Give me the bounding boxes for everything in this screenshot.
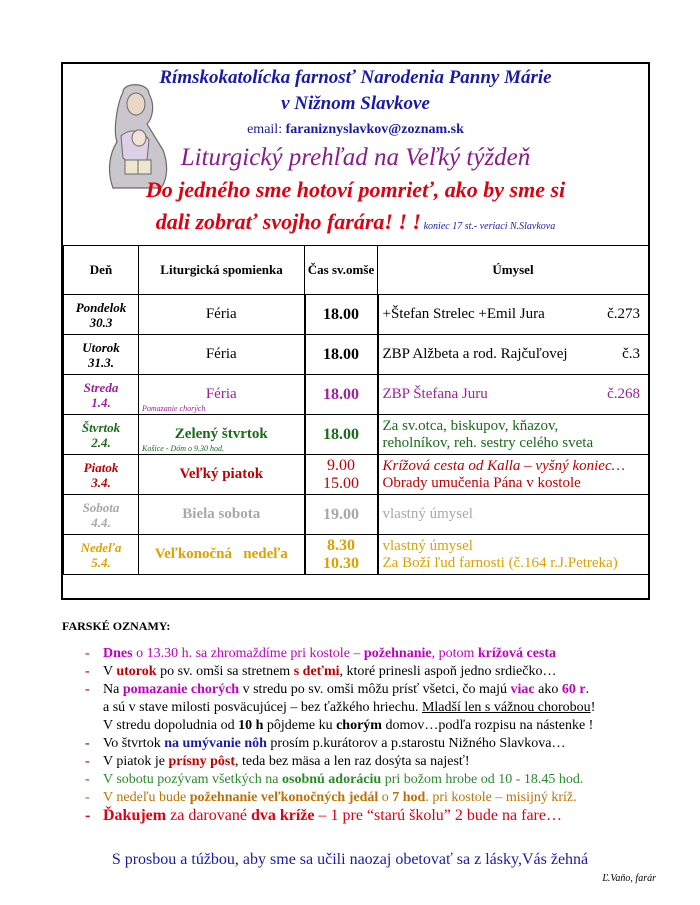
schedule-body — [64, 295, 649, 575]
closing-blessing: S prosbou a túžbou, aby sme sa učili naozaj obetovať sa z lásky,Vás žehná — [111, 851, 589, 868]
header-liturgy: Liturgická spomienka — [139, 246, 305, 295]
bullet-dash-icon: - — [85, 754, 90, 769]
announcement-text: požehnanie — [363, 646, 432, 661]
announcement-text: domov…podľa rozpisu na nástenke ! — [381, 718, 594, 733]
announcement-item — [85, 681, 655, 699]
liturgy-name: Veľký piatok — [179, 466, 264, 482]
intention-text-2: reholníkov, reh. sestry celého sveta — [382, 434, 594, 451]
intention-text: Za sv.otca, biskupov, kňazov, — [382, 417, 559, 434]
day-name: Sobota — [82, 499, 120, 515]
liturgy-name: Biela sobota — [182, 506, 261, 522]
mass-time: 9.00 — [327, 456, 355, 474]
intention-number: č.268 — [607, 386, 640, 402]
intention-cell — [378, 455, 649, 495]
announcement-text: viac — [510, 682, 535, 697]
announcement-item — [85, 789, 655, 807]
intention-line — [383, 346, 649, 363]
parish-location: v Nižnom Slavkove — [281, 93, 430, 114]
schedule-row — [64, 495, 649, 535]
day-name: Štvrtok — [81, 419, 121, 435]
header-intention: Úmysel — [378, 246, 649, 295]
announcement-text: ! — [590, 700, 596, 715]
day-cell — [64, 415, 139, 455]
mass-time: 18.00 — [323, 345, 359, 363]
bullet-dash-icon: - — [85, 682, 90, 697]
day-cell — [64, 295, 139, 335]
intention-cell — [378, 495, 649, 535]
quote-line-1: Do jedného sme hotoví pomrieť, ako by sme si — [145, 177, 566, 202]
quote-text-2: dali zobrať svojho farára! ! ! — [155, 209, 422, 234]
announcement-text: . pri kostole – misijný kríž. — [425, 790, 577, 805]
liturgy-name: Féria — [205, 386, 237, 402]
liturgy-name: Zelený štvrtok — [174, 426, 268, 442]
liturgy-cell — [139, 415, 305, 455]
intention-text: ZBP Štefana Juru — [382, 386, 488, 402]
intention-text: vlastný úmysel — [382, 537, 473, 554]
announcement-text: 10 h — [238, 718, 264, 733]
liturgy-name: Veľkonočná nedeľa — [154, 546, 288, 562]
intention-text-2: Obrady umučenia Pána v kostole — [382, 474, 581, 491]
day-date: 31.3. — [88, 354, 114, 370]
announcement-text: krížová cesta — [477, 646, 557, 661]
announcement-text: V sobotu pozývam všetkých na — [103, 772, 282, 787]
intention-number: č.3 — [622, 346, 640, 362]
bullet-dash-icon: - — [85, 790, 90, 805]
announcement-text: za darované — [166, 807, 251, 824]
email-address[interactable]: faraniznyslavkov@zoznam.sk — [285, 122, 464, 137]
announcement-text: V nedeľu bude — [103, 790, 190, 805]
mass-time-cell — [305, 335, 378, 375]
liturgy-cell — [139, 535, 305, 575]
announcement-item — [85, 735, 655, 753]
announcement-item — [85, 807, 655, 825]
schedule-row — [64, 295, 649, 335]
announcement-text: 7 hod — [392, 790, 426, 805]
liturgy-note: Pomazanie chorých — [142, 404, 206, 413]
day-cell — [64, 375, 139, 415]
day-name: Pondelok — [75, 299, 127, 315]
day-name: Utorok — [82, 339, 120, 355]
liturgy-cell — [139, 495, 305, 535]
intention-line — [383, 386, 649, 403]
announcement-item — [85, 699, 655, 717]
bullet-dash-icon: - — [85, 807, 91, 824]
quote-line-2 — [63, 209, 648, 235]
announcement-text: , potom — [431, 646, 478, 661]
schedule-row — [64, 375, 649, 415]
schedule-row — [64, 415, 649, 455]
schedule-row — [64, 535, 649, 575]
announcement-text: osobnú adoráciu — [282, 772, 382, 787]
mass-time: 8.30 — [327, 536, 355, 554]
bullet-dash-icon: - — [85, 646, 90, 661]
announcement-text: . — [585, 682, 590, 697]
announcement-text: , teda bez mäsa a len raz dosýta sa najesť! — [235, 754, 470, 769]
mass-time: 19.00 — [323, 505, 359, 523]
mass-time-cell — [305, 295, 378, 335]
email-label: email: — [247, 122, 286, 137]
liturgy-cell — [139, 455, 305, 495]
announcement-text: utorok — [116, 664, 157, 679]
day-name: Piatok — [83, 459, 119, 475]
intention-line — [383, 306, 649, 323]
intention-text: +Štefan Strelec +Emil Jura — [382, 306, 545, 322]
announcement-item — [85, 645, 655, 663]
announcements-title: FARSKÉ OZNAMY: — [62, 619, 171, 633]
day-date: 1.4. — [91, 394, 111, 410]
announcement-text: V — [103, 664, 117, 679]
intention-cell — [378, 415, 649, 455]
mass-time-cell — [305, 455, 378, 495]
bulletin-header — [63, 64, 648, 244]
email-line — [63, 122, 648, 138]
quote-note: koniec 17 st.- veriaci N.Slavkova — [421, 221, 556, 232]
schedule-table — [63, 245, 649, 575]
liturgy-name: Féria — [205, 346, 237, 362]
bulletin-frame — [61, 62, 650, 600]
mass-time: 18.00 — [323, 385, 359, 403]
signature: Ľ.Vaňo, farár — [602, 873, 656, 884]
announcement-text: po sv. omši sa stretnem — [156, 664, 294, 679]
day-cell — [64, 455, 139, 495]
day-date: 2.4. — [91, 434, 111, 450]
bulletin-title: Liturgický prehľad na Veľký týždeň — [180, 144, 531, 171]
announcement-text: o — [378, 790, 393, 805]
liturgy-name: Féria — [205, 306, 237, 322]
announcement-text: o 13.30 h. sa zhromaždíme pri kostole – — [132, 646, 364, 661]
announcement-text: požehnanie veľkonočných jedál — [189, 790, 379, 805]
announcement-text: chorým — [336, 718, 382, 733]
header-day: Deň — [64, 246, 139, 295]
intention-text: Krížová cesta od Kalla – vyšný koniec… — [382, 457, 625, 474]
intention-number: č.273 — [607, 306, 640, 322]
day-cell — [64, 495, 139, 535]
announcement-text: dva kríže — [250, 807, 315, 824]
intention-text: vlastný úmysel — [382, 506, 473, 522]
header-time: Čas sv.omše — [305, 246, 378, 295]
day-date: 5.4. — [91, 554, 111, 570]
announcement-text: Mladší len s vážnou chorobou — [421, 700, 591, 715]
schedule-row — [64, 455, 649, 495]
intention-cell — [378, 375, 649, 415]
day-name: Nedeľa — [80, 539, 122, 555]
announcements-list — [85, 645, 655, 825]
schedule-row — [64, 335, 649, 375]
liturgy-note: Košice - Dóm o 9.30 hod. — [142, 444, 224, 453]
day-cell — [64, 535, 139, 575]
announcement-item — [85, 771, 655, 789]
mass-time-2: 10.30 — [323, 554, 359, 572]
announcement-text: Vo štvrtok — [103, 736, 165, 751]
mass-time-cell — [305, 535, 378, 575]
announcement-item — [85, 717, 655, 735]
day-date: 30.3 — [89, 314, 113, 330]
announcement-text: Ďakujem — [103, 807, 167, 824]
schedule-header-row — [64, 246, 649, 295]
announcement-text: Dnes — [103, 646, 133, 661]
liturgy-cell — [139, 375, 305, 415]
mass-time: 18.00 — [323, 425, 359, 443]
mass-time-2: 15.00 — [323, 474, 359, 492]
mass-time-cell — [305, 495, 378, 535]
announcement-item — [85, 753, 655, 771]
announcement-text: v stredu po sv. omši môžu prísť všetci, čo majú — [239, 682, 511, 697]
mass-time: 18.00 — [323, 305, 359, 323]
intention-cell — [378, 535, 649, 575]
announcement-text: pôjdeme ku — [263, 718, 337, 733]
announcement-text: na umývanie nôh — [164, 736, 267, 751]
intention-cell — [378, 295, 649, 335]
announcement-text: V stredu dopoludnia od — [103, 718, 239, 733]
announcement-text: prosím p.kurátorov a p.starostu Nižného Slavkova… — [266, 736, 566, 751]
mass-time-cell — [305, 415, 378, 455]
announcement-text: s deťmi — [293, 664, 340, 679]
day-date: 4.4. — [91, 514, 111, 530]
parish-name: Rímskokatolícka farnosť Narodenia Panny Márie — [159, 67, 552, 88]
mass-time-cell — [305, 375, 378, 415]
liturgy-cell — [139, 295, 305, 335]
announcement-text: , ktoré prinesli aspoň jedno srdiečko… — [339, 664, 557, 679]
announcement-text: V piatok je — [103, 754, 169, 769]
announcement-text: a sú v stave milosti posväcujúcej – bez ťažkého hriechu. — [103, 700, 422, 715]
intention-text-2: Za Boží ľud farnosti (č.164 r.J.Petreka) — [382, 554, 618, 571]
day-date: 3.4. — [91, 474, 111, 490]
intention-cell — [378, 335, 649, 375]
announcement-text: Na — [103, 682, 123, 697]
bullet-dash-icon: - — [85, 736, 90, 751]
day-cell — [64, 335, 139, 375]
intention-text: ZBP Alžbeta a rod. Rajčuľovej — [382, 346, 568, 362]
liturgy-cell — [139, 335, 305, 375]
announcement-text: pomazanie chorých — [122, 682, 240, 697]
announcement-text: 60 r — [561, 682, 586, 697]
day-name: Streda — [83, 379, 119, 395]
bullet-dash-icon: - — [85, 772, 90, 787]
announcement-text: prísny pôst — [168, 754, 235, 769]
announcement-text: – 1 pre “starú školu” 2 bude na fare… — [314, 807, 562, 824]
announcement-item — [85, 663, 655, 681]
announcement-text: ako — [534, 682, 562, 697]
bullet-dash-icon: - — [85, 664, 90, 679]
announcement-text: pri božom hrobe od 10 - 18.45 hod. — [381, 772, 584, 787]
